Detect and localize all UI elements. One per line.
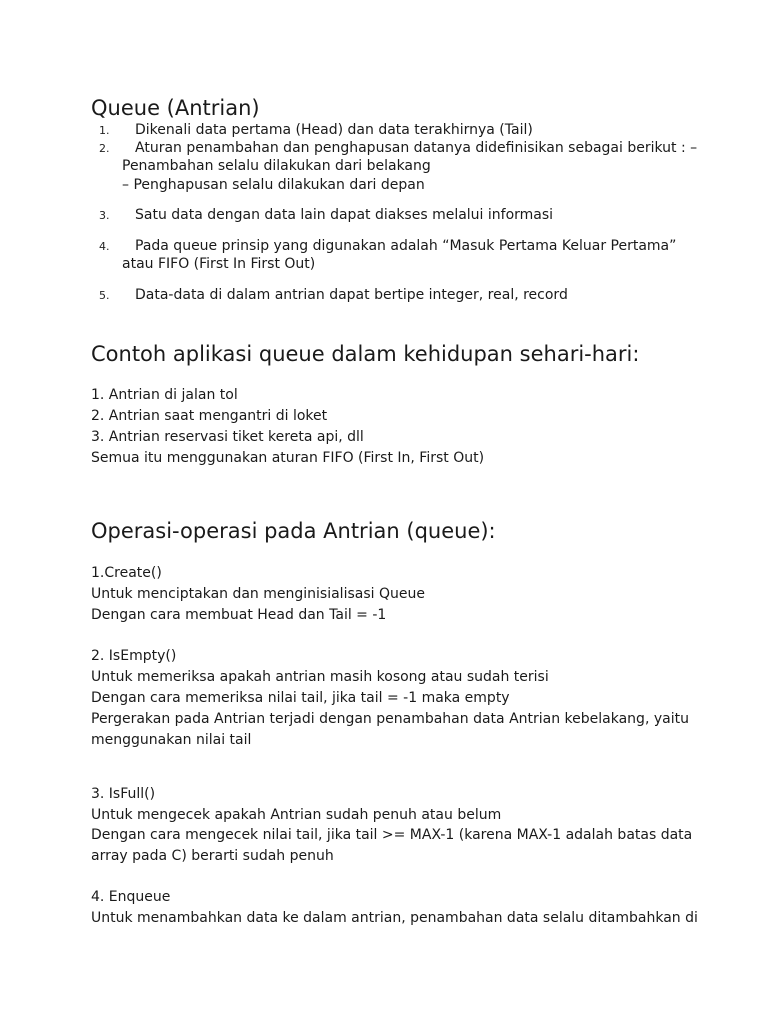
- section-title-queue: Queue (Antrian): [91, 96, 260, 120]
- list-item-text: Pada queue prinsip yang digunakan adalah “Masuk Pertama Keluar Pertama”: [135, 238, 677, 254]
- text-line: Dengan cara mengecek nilai tail, jika tail >= MAX-1 (karena MAX-1 adalah batas data: [91, 827, 693, 843]
- text-line: 1. Antrian di jalan tol: [91, 387, 238, 403]
- text-line: Untuk menciptakan dan menginisialisasi Queue: [91, 586, 425, 602]
- list-number: 5.: [99, 289, 110, 302]
- text-line: Untuk menambahkan data ke dalam antrian, penambahan data selalu ditambahkan di: [91, 910, 698, 926]
- list-number: 2.: [99, 142, 110, 155]
- text-line: Untuk mengecek apakah Antrian sudah penuh atau belum: [91, 807, 502, 823]
- text-line: Semua itu menggunakan aturan FIFO (First In, First Out): [91, 450, 485, 466]
- text-line: Dengan cara membuat Head dan Tail = -1: [91, 607, 387, 623]
- text-line: 2. Antrian saat mengantri di loket: [91, 408, 328, 424]
- text-line: Pergerakan pada Antrian terjadi dengan penambahan data Antrian kebelakang, yaitu: [91, 711, 689, 727]
- list-item-text: atau FIFO (First In First Out): [122, 256, 316, 272]
- section-title-contoh: Contoh aplikasi queue dalam kehidupan sehari-hari:: [91, 342, 640, 366]
- op-heading-isempty: 2. IsEmpty(): [91, 648, 177, 664]
- list-item-text: Aturan penambahan dan penghapusan datanya didefinisikan sebagai berikut : –: [135, 140, 698, 156]
- list-item-text: Data-data di dalam antrian dapat bertipe integer, real, record: [135, 287, 568, 303]
- op-heading-create: 1.Create(): [91, 565, 162, 581]
- list-item-text: Satu data dengan data lain dapat diakses melalui informasi: [135, 207, 554, 223]
- text-line: Untuk memeriksa apakah antrian masih kosong atau sudah terisi: [91, 669, 549, 685]
- list-number: 3.: [99, 209, 110, 222]
- text-line: Dengan cara memeriksa nilai tail, jika tail = -1 maka empty: [91, 690, 510, 706]
- list-number: 4.: [99, 240, 110, 253]
- op-heading-isfull: 3. IsFull(): [91, 786, 156, 802]
- list-item-text: Penambahan selalu dilakukan dari belakang: [122, 158, 431, 174]
- text-line: array pada C) berarti sudah penuh: [91, 848, 334, 864]
- list-number: 1.: [99, 124, 110, 137]
- section-title-operasi: Operasi-operasi pada Antrian (queue):: [91, 519, 496, 543]
- list-item-text: – Penghapusan selalu dilakukan dari depan: [122, 177, 425, 193]
- text-line: menggunakan nilai tail: [91, 732, 252, 748]
- op-heading-enqueue: 4. Enqueue: [91, 889, 171, 905]
- text-line: 3. Antrian reservasi tiket kereta api, dll: [91, 429, 364, 445]
- list-item-text: Dikenali data pertama (Head) dan data terakhirnya (Tail): [135, 122, 533, 138]
